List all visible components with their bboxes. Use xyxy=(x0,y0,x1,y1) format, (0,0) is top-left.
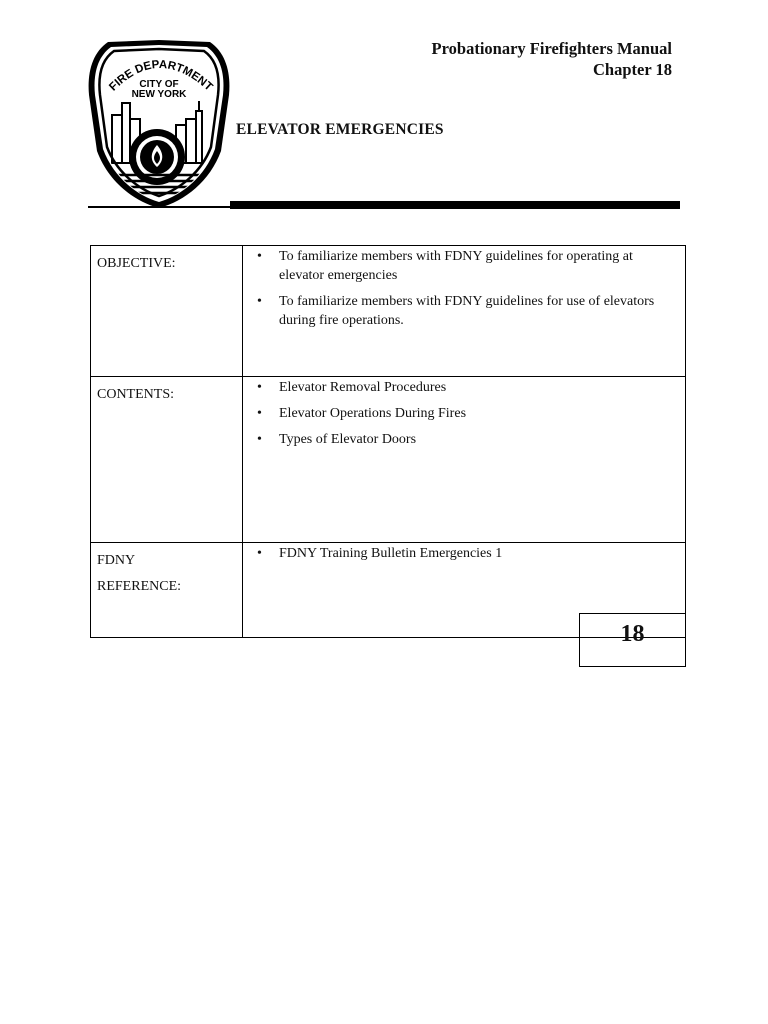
list-item: • To familiarize members with FDNY guidelines for operating at elevator emergencies xyxy=(257,249,633,283)
bullet-icon: • xyxy=(257,294,262,309)
bullet-icon: • xyxy=(257,432,262,447)
logo-arc-text: FIRE DEPARTMENT xyxy=(107,58,215,94)
contents-row xyxy=(91,377,686,543)
logo-text-line1: CITY OF xyxy=(139,79,179,90)
list-item: • Elevator Removal Procedures xyxy=(257,380,447,395)
chapter-number: 18 xyxy=(620,621,645,647)
bullet-icon: • xyxy=(257,380,262,395)
chapter-title: ELEVATOR EMERGENCIES xyxy=(236,121,444,138)
bullet-icon: • xyxy=(257,546,262,561)
manual-title: Probationary Firefighters Manual xyxy=(431,39,672,58)
objective-content xyxy=(243,246,686,377)
objective-row xyxy=(91,246,686,377)
chapter-label: Chapter 18 xyxy=(593,60,672,79)
list-item: • Types of Elevator Doors xyxy=(257,432,417,447)
objective-label: OBJECTIVE: xyxy=(91,246,243,377)
bullet-icon: • xyxy=(257,249,262,264)
logo-text-line2: NEW YORK xyxy=(131,89,187,100)
chapter-outline-table xyxy=(90,245,686,638)
list-item: • To familiarize members with FDNY guidelines for use of elevators during fire operations. xyxy=(257,294,655,328)
list-item: • FDNY Training Bulletin Emergencies 1 xyxy=(257,546,503,561)
bullet-icon: • xyxy=(257,406,262,421)
header-rule-thick xyxy=(230,201,680,209)
contents-label: CONTENTS: xyxy=(91,377,243,543)
list-item: • Elevator Operations During Fires xyxy=(257,406,467,421)
chapter-number-box xyxy=(579,613,686,667)
reference-label: FDNY REFERENCE: xyxy=(91,543,243,638)
fdny-emblem-icon xyxy=(86,37,232,209)
contents-content xyxy=(243,377,686,543)
header-rule-thin xyxy=(88,206,232,208)
page-header xyxy=(432,38,672,80)
